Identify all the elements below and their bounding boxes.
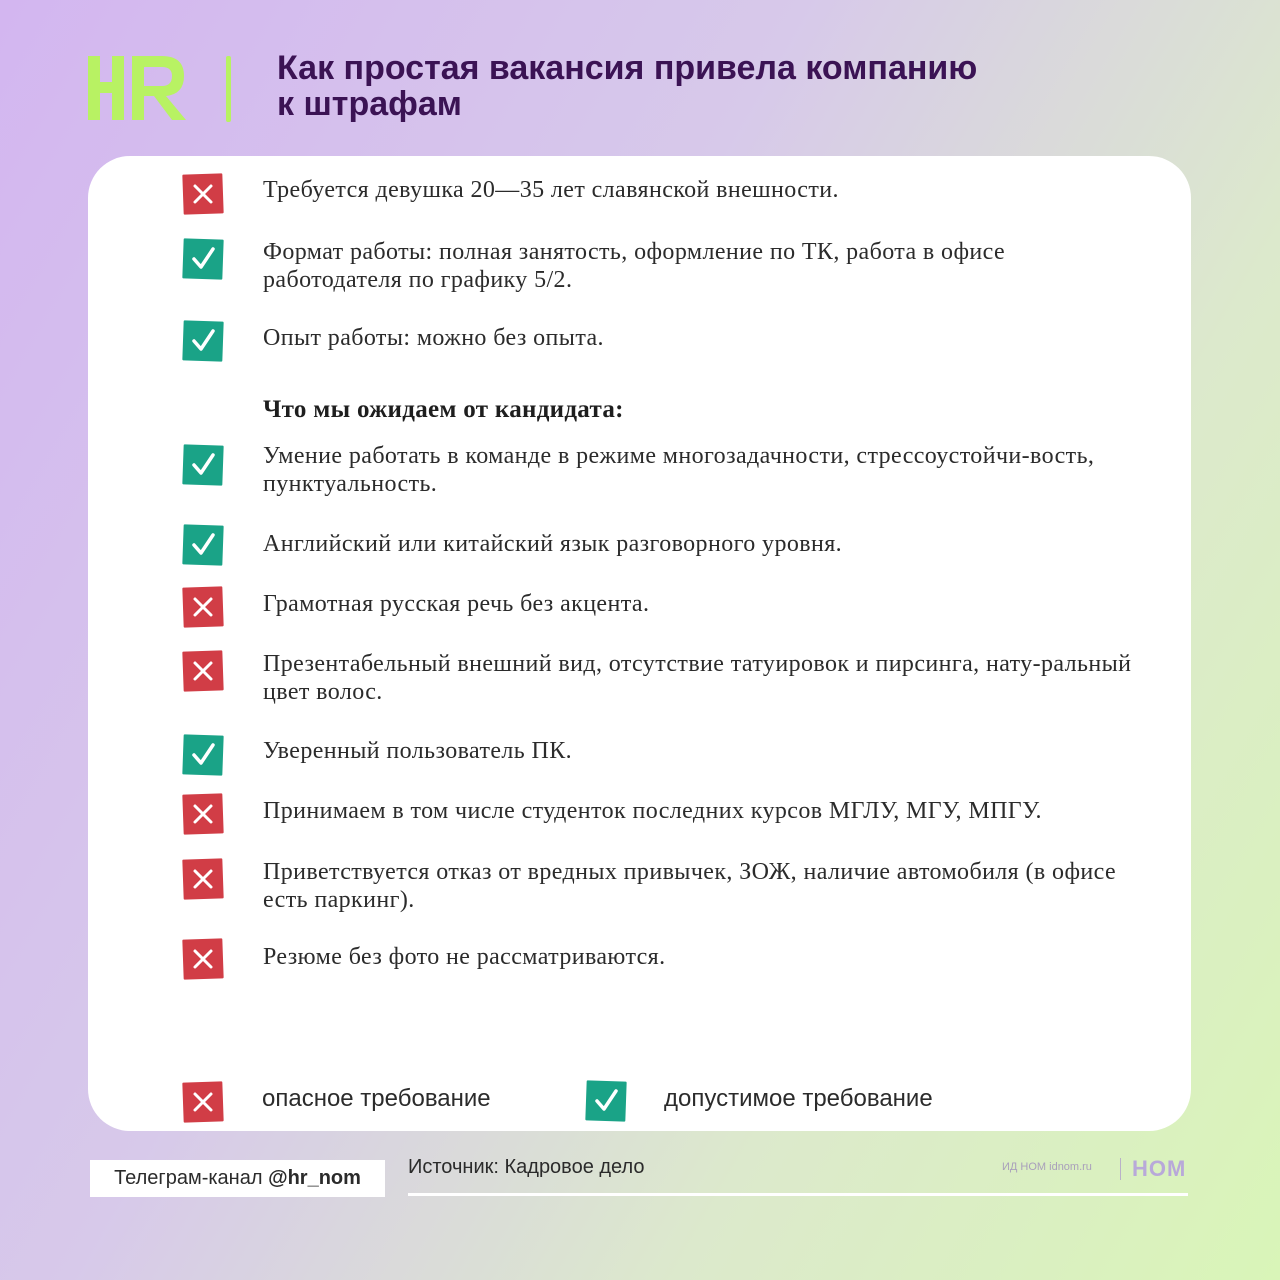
requirement-text: Требуется девушка 20—35 лет славянской внешности. [263, 177, 839, 203]
section-title: Что мы ожидаем от кандидата: [263, 396, 624, 423]
page-title [277, 50, 1177, 122]
x-icon [182, 173, 224, 215]
source-underline [408, 1193, 1188, 1196]
publisher-text: ИД НОМ idnom.ru [1002, 1161, 1092, 1173]
check-icon [182, 238, 224, 280]
nom-logo: НОМ [1132, 1156, 1187, 1181]
logo-divider [226, 56, 231, 122]
requirement-text: Английский или китайский язык разговорного уровня. [263, 531, 843, 557]
check-icon [182, 524, 224, 566]
publisher-divider [1120, 1158, 1121, 1180]
x-icon [182, 938, 224, 980]
check-icon [182, 320, 224, 362]
legend-danger-label: опасное требование [262, 1085, 491, 1112]
vacancy-card [88, 156, 1191, 1131]
x-icon [182, 650, 224, 692]
legend-allowed-label: допустимое требование [664, 1085, 933, 1112]
x-icon [182, 586, 224, 628]
title-line-2: к штрафам [277, 85, 462, 123]
requirement-text: Презентабельный внешний вид, отсутствие татуировок и пирсинга, нату-ральный цвет волос. [263, 651, 1132, 705]
telegram-handle: @hr_nom [268, 1167, 361, 1189]
check-icon [585, 1080, 627, 1122]
requirement-text: Резюме без фото не рассматриваются. [263, 944, 666, 970]
requirement-text: Умение работать в команде в режиме многозадачности, стрессоустойчи-вость, пунктуальность. [263, 443, 1095, 497]
requirement-text: Приветствуется отказ от вредных привычек, ЗОЖ, наличие автомобиля (в офисе есть паркинг). [263, 859, 1117, 913]
x-icon [182, 1081, 224, 1123]
requirement-text: Формат работы: полная занятость, оформление по ТК, работа в офисе работодателя по графику 5/2. [263, 239, 1006, 293]
requirement-text: Грамотная русская речь без акцента. [263, 591, 650, 617]
source-text: Источник: Кадровое дело [408, 1156, 645, 1178]
requirement-text: Уверенный пользователь ПК. [263, 738, 573, 764]
requirement-text: Опыт работы: можно без опыта. [263, 325, 604, 351]
hr-logo [88, 54, 188, 124]
x-icon [182, 793, 224, 835]
check-icon [182, 734, 224, 776]
title-line-1: Как простая вакансия привела компанию [277, 49, 978, 87]
telegram-prefix: Телеграм-канал [114, 1167, 269, 1189]
requirement-text: Принимаем в том числе студенток последних курсов МГЛУ, МГУ, МПГУ. [263, 798, 1042, 824]
telegram-channel-link[interactable] [90, 1160, 385, 1197]
check-icon [182, 444, 224, 486]
x-icon [182, 858, 224, 900]
